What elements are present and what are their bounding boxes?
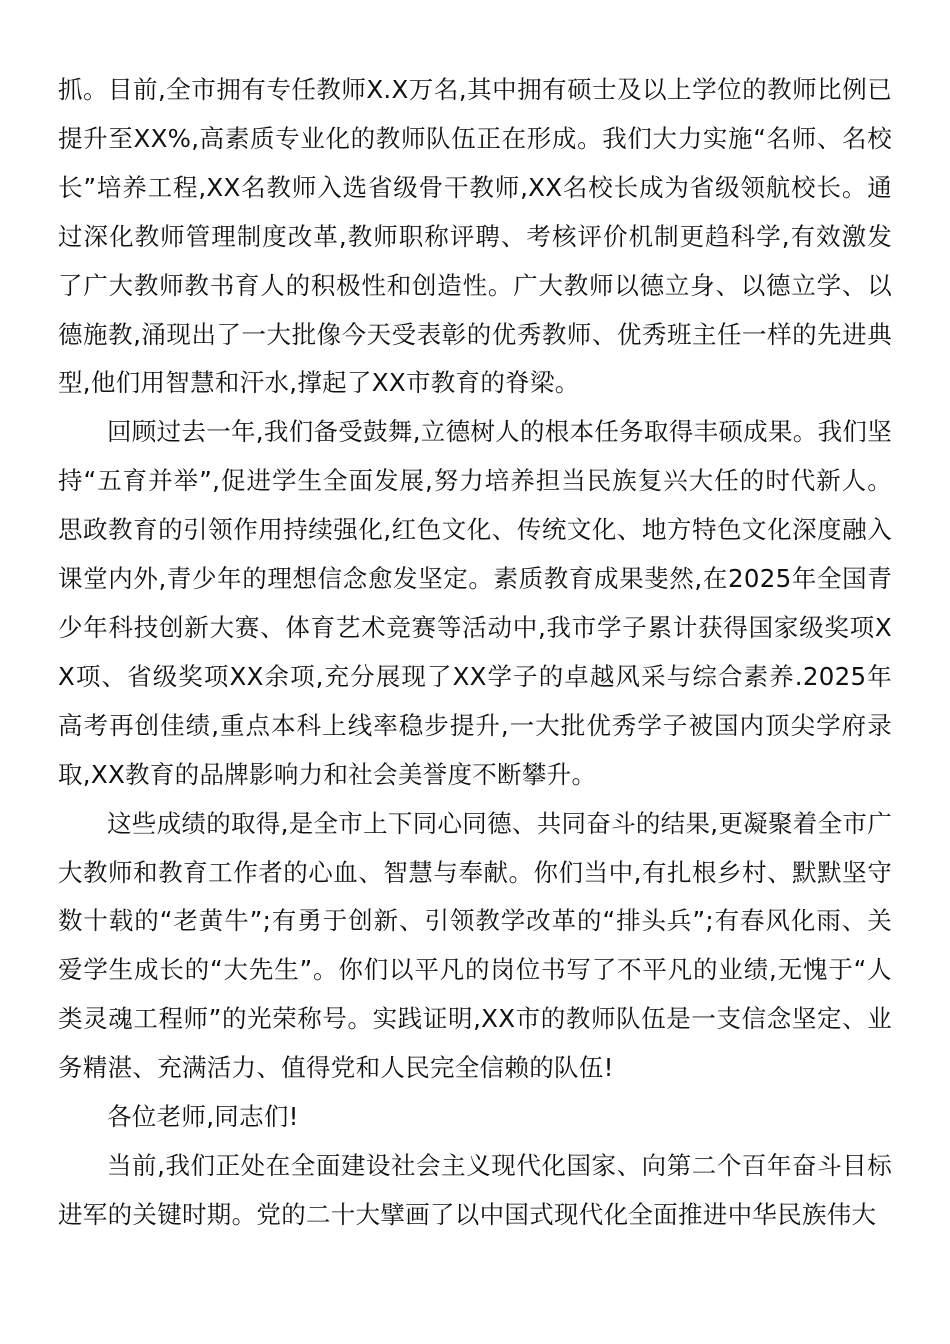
paragraph-credit-teachers: 这些成绩的取得,是全市上下同心同德、共同奋斗的结果,更凝聚着全市广大教师和教育工作者的心血、智慧与奉献。你们当中,有扎根乡村、默默坚守数十载的“老黄牛”;有勇于创新、引领教学改革的“排头兵”;有春风化雨、关爱学生成长的“大先生”。你们以平凡的岗位书写了不平凡的业绩,无愧于“人类灵魂工程师”的光荣称号。实践证明,XX市的教师队伍是一支信念坚定、业务精湛、充满活力、值得党和人民完全信赖的队伍! — [58, 808, 892, 1083]
paragraph-teacher-team: 抓。目前,全市拥有专任教师X.X万名,其中拥有硕士及以上学位的教师比例已提升至XX%,高素质专业化的教师队伍正在形成。我们大力实施“名师、名校长”培养工程,XX名教师入选省级骨干教师,XX名校长成为省级领航校长。通过深化教师管理制度改革,教师职称评聘、考核评价机制更趋科学,有效激发了广大教师教书育人的积极性和创造性。广大教师以德立身、以德立学、以德施教,涌现出了一大批像今天受表彰的优秀教师、优秀班主任一样的先进典型,他们用智慧和汗水,撑起了XX市教育的脊梁。 — [58, 75, 892, 398]
paragraph-review-achievements: 回顾过去一年,我们备受鼓舞,立德树人的根本任务取得丰硕成果。我们坚持“五育并举”,促进学生全面发展,努力培养担当民族复兴大任的时代新人。思政教育的引领作用持续强化,红色文化、传统文化、地方特色文化深度融入课堂内外,青少年的理想信念愈发坚定。素质教育成果斐然,在2025年全国青少年科技创新大赛、体育艺术竞赛等活动中,我市学子累计获得国家级奖项XX项、省级奖项XX余项,充分展现了XX学子的卓越风采与综合素养.2025年高考再创佳绩,重点本科上线率稳步提升,一大批优秀学子被国内顶尖学府录取,XX教育的品牌影响力和社会美誉度不断攀升。 — [58, 417, 892, 789]
paragraph-current-period: 当前,我们正处在全面建设社会主义现代化国家、向第二个百年奋斗目标进军的关键时期。党的二十大擘画了以中国式现代化全面推进中华民族伟大 — [58, 1150, 892, 1229]
paragraph-salutation: 各位老师,同志们! — [107, 1102, 299, 1132]
